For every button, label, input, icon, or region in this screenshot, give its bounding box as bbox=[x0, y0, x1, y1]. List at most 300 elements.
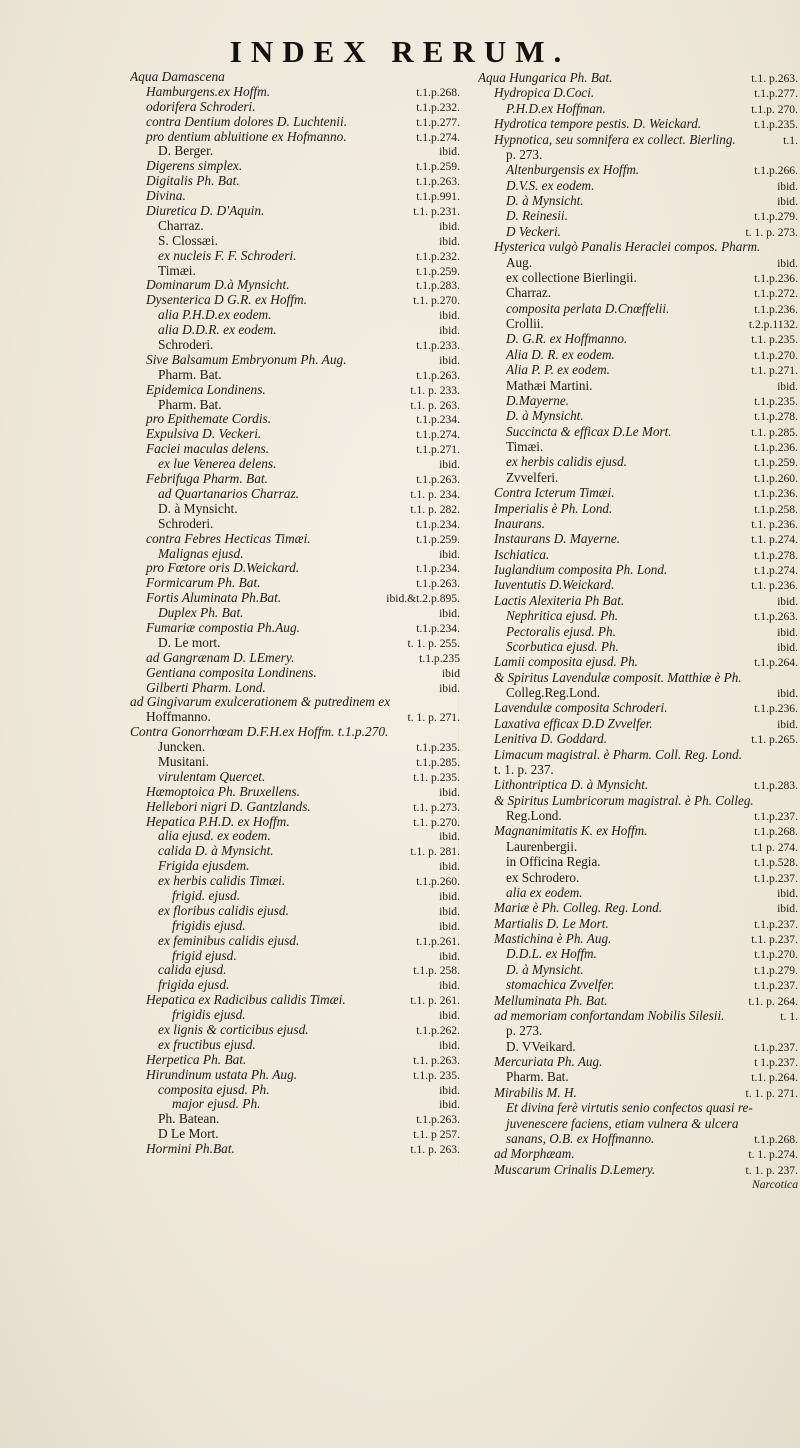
entry-term: & Spiritus Lumbricorum magistral. è Ph. Colleg. bbox=[494, 792, 754, 808]
index-entry bbox=[478, 70, 798, 85]
entry-term: Hirundinum ustata Ph. Aug. bbox=[146, 1067, 298, 1082]
entry-reference: ibid. bbox=[439, 607, 460, 621]
entry-reference: t. 1. p. 273. bbox=[745, 225, 798, 239]
entry-term: S. Clossæi. bbox=[158, 233, 218, 248]
index-entry bbox=[478, 823, 798, 838]
entry-term: Muscarum Crinalis D.Lemery. bbox=[494, 1161, 656, 1177]
entry-reference: t.1.p.236. bbox=[754, 487, 798, 501]
entry-term: Timæi. bbox=[506, 439, 544, 454]
entry-reference: t.1.p.263. bbox=[416, 1113, 460, 1127]
entry-term: calida D. à Mynsicht. bbox=[158, 844, 274, 859]
entry-reference: ibid. bbox=[439, 1038, 460, 1052]
index-entry bbox=[478, 1069, 798, 1084]
index-entry bbox=[130, 174, 460, 189]
entry-reference: t.1.p.236. bbox=[754, 441, 798, 454]
entry-term: composita ejusd. Ph. bbox=[158, 1082, 270, 1097]
index-entry bbox=[130, 963, 460, 978]
entry-term: frigid ejusd. bbox=[172, 948, 237, 963]
entry-term: Faciei maculas delens. bbox=[146, 442, 270, 457]
entry-term: ex lignis & corticibus ejusd. bbox=[158, 1023, 309, 1037]
entry-term: ex nucleis F. F. Schroderi. bbox=[158, 248, 297, 263]
index-entry bbox=[130, 993, 460, 1008]
index-entry bbox=[478, 670, 798, 685]
entry-term: contra Dentium dolores D. Luchtenii. bbox=[146, 114, 348, 129]
index-entry bbox=[478, 485, 798, 500]
index-entry bbox=[130, 651, 460, 666]
entry-term: Diuretica D. D'Aquin. bbox=[146, 204, 265, 219]
index-entry bbox=[478, 700, 798, 715]
index-entry bbox=[130, 100, 460, 115]
entry-term: Gentiana composita Londinens. bbox=[146, 665, 317, 680]
entry-term: Ph. Batean. bbox=[158, 1112, 220, 1127]
entry-reference: ibid.&t.2.p.895. bbox=[386, 592, 460, 606]
index-entry bbox=[130, 725, 460, 740]
page-title: INDEX RERUM. bbox=[229, 34, 571, 69]
index-entry bbox=[130, 1038, 460, 1053]
entry-term: Iuglandium composita Ph. Lond. bbox=[494, 562, 668, 577]
entry-reference: t.1.p.278. bbox=[754, 410, 798, 424]
index-entry bbox=[130, 978, 460, 993]
index-entry bbox=[130, 1008, 460, 1023]
entry-reference: ibid. bbox=[439, 309, 460, 323]
entry-term: alia D.D.R. ex eodem. bbox=[158, 323, 277, 338]
index-entry bbox=[478, 178, 798, 193]
index-entry bbox=[130, 934, 460, 949]
entry-reference: t.1. p.271. bbox=[751, 364, 798, 378]
entry-term: Hæmoptoica Ph. Bruxellens. bbox=[146, 784, 300, 799]
index-entry bbox=[478, 900, 798, 915]
entry-reference: t.1. p 257. bbox=[413, 1128, 460, 1142]
entry-reference: ibid. bbox=[439, 785, 460, 799]
index-entry bbox=[478, 362, 798, 377]
entry-reference: Narcotica bbox=[752, 1178, 798, 1191]
index-entry bbox=[130, 398, 460, 413]
entry-term: Expulsiva D. Veckeri. bbox=[146, 427, 262, 442]
entry-reference: ibid. bbox=[439, 860, 460, 874]
entry-reference: t.1.p.264. bbox=[754, 656, 798, 670]
entry-reference: t.1.p.261. bbox=[416, 934, 460, 948]
index-entry bbox=[130, 502, 460, 517]
entry-reference: t.1.p.279. bbox=[754, 210, 798, 224]
entry-term: Hysterica vulgò Panalis Heraclei compos. Pharm. bbox=[494, 239, 761, 255]
index-entry bbox=[478, 593, 798, 608]
entry-term: Charraz. bbox=[506, 285, 552, 301]
entry-term: Lactis Alexiteria Ph Bat. bbox=[494, 592, 625, 608]
entry-term: D.D.L. ex Hoffm. bbox=[506, 946, 597, 962]
entry-term: Nephritica ejusd. Ph. bbox=[506, 608, 619, 624]
entry-term: D.V.S. ex eodem. bbox=[506, 177, 595, 193]
index-entry bbox=[478, 470, 798, 485]
entry-reference: ibid. bbox=[439, 949, 460, 963]
entry-reference: t.1. p.236. bbox=[751, 517, 798, 531]
index-entry bbox=[130, 576, 460, 591]
entry-reference: t.1.p.266. bbox=[754, 164, 798, 178]
entry-reference: ibid. bbox=[439, 145, 460, 159]
index-entry bbox=[130, 249, 460, 264]
index-entry bbox=[130, 1127, 460, 1142]
index-entry bbox=[130, 159, 460, 174]
entry-reference: t.1. p.235. bbox=[751, 333, 798, 347]
index-entry bbox=[478, 132, 798, 147]
index-entry bbox=[130, 889, 460, 904]
entry-reference: t.1. p.236. bbox=[751, 579, 798, 593]
index-entry bbox=[478, 316, 798, 331]
entry-term: Zvvelferi. bbox=[506, 469, 559, 485]
entry-term: D. à Mynsicht. bbox=[158, 501, 238, 516]
index-entry bbox=[130, 740, 460, 755]
index-entry bbox=[130, 338, 460, 353]
entry-reference: t.1.p.234. bbox=[416, 413, 460, 427]
index-entry bbox=[130, 472, 460, 487]
entry-reference: t. 1. bbox=[780, 1009, 798, 1023]
entry-reference: ibid. bbox=[439, 547, 460, 561]
entry-term: Febrifuga Pharm. Bat. bbox=[146, 472, 268, 487]
index-entry bbox=[478, 408, 798, 423]
entry-term: odorifera Schroderi. bbox=[146, 99, 256, 114]
entry-reference: t.1.p.271. bbox=[416, 443, 460, 457]
entry-reference: t.1.p.274. bbox=[416, 428, 460, 442]
index-entry bbox=[478, 85, 798, 100]
entry-term: Inaurans. bbox=[494, 515, 545, 531]
entry-reference: t.1.p.236. bbox=[754, 271, 798, 285]
entry-term: Hepatica ex Radicibus calidis Timæi. bbox=[146, 993, 346, 1008]
entry-reference: t.1.p.272. bbox=[754, 287, 798, 301]
entry-reference: t.1.p.991. bbox=[416, 190, 460, 204]
entry-reference: t.1.p. 235. bbox=[413, 1068, 460, 1082]
entry-term: ad Gingivarum exulcerationem & putredinem ex bbox=[130, 695, 391, 710]
index-entry bbox=[130, 234, 460, 249]
entry-term: major ejusd. Ph. bbox=[172, 1097, 261, 1112]
entry-reference: t.1. p.285. bbox=[751, 425, 798, 439]
entry-reference: t.1.p.270. bbox=[754, 948, 798, 962]
entry-term: contra Febres Hecticas Timæi. bbox=[146, 531, 311, 546]
entry-term: D. Berger. bbox=[158, 144, 214, 159]
entry-reference: ibid. bbox=[777, 687, 798, 700]
entry-reference: t.1.p.234. bbox=[416, 562, 460, 576]
entry-term: Sive Balsamum Embryonum Ph. Aug. bbox=[146, 352, 347, 367]
index-entry bbox=[130, 785, 460, 800]
entry-term: D. à Mynsicht. bbox=[506, 408, 584, 424]
entry-reference: ibid bbox=[441, 666, 460, 680]
entry-term: Colleg.Reg.Lond. bbox=[506, 685, 601, 700]
entry-reference: t.1. p.235. bbox=[413, 770, 460, 784]
entry-term: p. 273. bbox=[506, 1023, 543, 1039]
entry-term: Alia D. R. ex eodem. bbox=[506, 346, 615, 362]
index-entry bbox=[478, 439, 798, 454]
entry-term: ad memoriam confortandam Nobilis Silesii. bbox=[494, 1007, 725, 1023]
index-entry bbox=[130, 130, 460, 145]
entry-reference: t.1.p.268. bbox=[754, 1132, 798, 1146]
entry-reference: t.1.p.260. bbox=[416, 875, 460, 889]
index-entry bbox=[478, 1085, 798, 1100]
entry-term: pro Epithemate Cordis. bbox=[146, 412, 272, 427]
entry-term: Pharm. Bat. bbox=[506, 1069, 569, 1085]
entry-term: Pectoralis ejusd. Ph. bbox=[506, 623, 616, 639]
index-entry bbox=[130, 606, 460, 621]
entry-term: Altenburgensis ex Hoffm. bbox=[506, 162, 640, 178]
entry-reference: t.1.p.232. bbox=[416, 249, 460, 263]
index-entry bbox=[478, 562, 798, 577]
index-entry bbox=[130, 829, 460, 844]
index-entry bbox=[478, 962, 798, 977]
entry-term: Frigida ejusdem. bbox=[158, 859, 250, 874]
entry-reference: t.1.p.235. bbox=[754, 118, 798, 132]
entry-term: Lavendulæ composita Schroderi. bbox=[494, 700, 668, 716]
entry-term: Epidemica Londinens. bbox=[146, 382, 266, 397]
entry-reference: t.1.p.259. bbox=[416, 264, 460, 278]
entry-reference: t.1.p.259. bbox=[416, 532, 460, 546]
entry-reference: t.1.p.263. bbox=[416, 175, 460, 189]
entry-term: D. Reinesii. bbox=[506, 208, 568, 224]
entry-term: Melluminata Ph. Bat. bbox=[494, 992, 608, 1008]
entry-term: ex fructibus ejusd. bbox=[158, 1037, 256, 1052]
entry-reference: t.1.p.237. bbox=[754, 810, 798, 823]
entry-reference: t.1.p.262. bbox=[416, 1024, 460, 1037]
index-entry bbox=[478, 1131, 798, 1146]
entry-reference: t.1.p.274. bbox=[416, 130, 460, 144]
entry-reference: t.1. p. 233. bbox=[410, 383, 460, 397]
index-entry bbox=[478, 162, 798, 177]
entry-reference: ibid. bbox=[439, 219, 460, 233]
entry-term: virulentam Quercet. bbox=[158, 769, 266, 784]
index-entry bbox=[478, 208, 798, 223]
entry-term: Gilberti Pharm. Lond. bbox=[146, 680, 266, 695]
entry-reference: t.1.p.283. bbox=[416, 279, 460, 293]
index-entry bbox=[130, 755, 460, 770]
index-entry bbox=[478, 1023, 798, 1038]
entry-term: p. 273. bbox=[506, 146, 543, 162]
entry-reference: ibid. bbox=[777, 902, 798, 916]
entry-term: frigidis ejusd. bbox=[172, 918, 246, 933]
entry-reference: t.1.p.279. bbox=[754, 963, 798, 977]
index-entry bbox=[478, 239, 798, 254]
index-entry bbox=[478, 854, 798, 869]
entry-term: ex collectione Bierlingii. bbox=[506, 269, 637, 285]
entry-reference: ibid. bbox=[439, 234, 460, 248]
entry-term: Digerens simplex. bbox=[146, 159, 243, 174]
entry-term: Et divina ferè virtutis senio confectos quasi re- bbox=[506, 1100, 753, 1116]
entry-term: Formicarum Ph. Bat. bbox=[146, 576, 261, 591]
entry-reference: ibid. bbox=[777, 594, 798, 608]
entry-term: P.H.D.ex Hoffman. bbox=[506, 100, 606, 116]
index-entry bbox=[130, 874, 460, 889]
entry-reference: ibid. bbox=[439, 1098, 460, 1112]
index-entry bbox=[478, 685, 798, 700]
index-entry bbox=[478, 808, 798, 823]
index-entry bbox=[130, 695, 460, 710]
index-entry bbox=[130, 547, 460, 562]
index-entry bbox=[130, 532, 460, 547]
index-entry bbox=[130, 561, 460, 576]
entry-term: Lamii composita ejusd. Ph. bbox=[494, 654, 638, 670]
entry-term: Mariæ è Ph. Colleg. Reg. Lond. bbox=[494, 900, 663, 916]
index-entry bbox=[130, 800, 460, 815]
entry-term: sanans, O.B. ex Hoffmanno. bbox=[506, 1130, 655, 1146]
index-entry bbox=[478, 531, 798, 546]
index-entry bbox=[478, 454, 798, 469]
entry-term: calida ejusd. bbox=[158, 963, 227, 978]
index-entry bbox=[478, 224, 798, 239]
index-entry bbox=[478, 731, 798, 746]
entry-term: D. à Mynsicht. bbox=[506, 961, 584, 977]
index-entry bbox=[130, 70, 460, 85]
entry-term: Pharm. Bat. bbox=[158, 397, 222, 412]
index-entry bbox=[478, 916, 798, 931]
entry-term: Magnanimitatis K. ex Hoffm. bbox=[494, 823, 648, 839]
entry-term: Aqua Damascena bbox=[130, 70, 225, 84]
entry-reference: t.1.p. 270. bbox=[751, 102, 798, 116]
index-entry bbox=[478, 793, 798, 808]
entry-reference: t.1.p.263. bbox=[416, 577, 460, 591]
index-entry bbox=[130, 487, 460, 502]
entry-term: D Veckeri. bbox=[506, 223, 561, 239]
entry-term: Hellebori nigri D. Gantzlands. bbox=[146, 799, 311, 814]
entry-reference: ibid. bbox=[439, 889, 460, 903]
entry-reference: ibid. bbox=[439, 979, 460, 993]
entry-reference: t.1.p.285. bbox=[416, 755, 460, 769]
index-entry bbox=[478, 1008, 798, 1023]
entry-reference: t 1.p.237. bbox=[754, 1056, 798, 1069]
entry-reference: t.1.p.283. bbox=[754, 779, 798, 793]
entry-reference: t.1. p.273. bbox=[413, 800, 460, 814]
entry-term: Fumariæ compostia Ph.Aug. bbox=[146, 620, 300, 635]
entry-reference: t. 1. p. 237. bbox=[745, 1163, 798, 1177]
index-entry bbox=[478, 762, 798, 777]
entry-term: Hydropica D.Coci. bbox=[494, 85, 595, 101]
index-entry bbox=[130, 1142, 460, 1157]
index-entry bbox=[478, 347, 798, 362]
index-entry bbox=[130, 412, 460, 427]
index-entry bbox=[130, 919, 460, 934]
entry-term: Digitalis Ph. Bat. bbox=[146, 174, 240, 189]
entry-reference: t.1. p. 282. bbox=[410, 502, 460, 516]
entry-term: Laurenbergii. bbox=[506, 838, 578, 854]
index-entry bbox=[478, 1054, 798, 1069]
entry-term: Timæi. bbox=[158, 263, 196, 278]
index-entry bbox=[478, 885, 798, 900]
entry-reference: ibid. bbox=[439, 324, 460, 338]
index-entry bbox=[130, 323, 460, 338]
entry-reference: t.1. p.274. bbox=[751, 533, 798, 547]
index-entry bbox=[130, 710, 460, 725]
right-index-column bbox=[478, 70, 798, 1192]
index-entry bbox=[478, 147, 798, 162]
index-entry bbox=[478, 624, 798, 639]
entry-reference: t.1.p.528. bbox=[754, 856, 798, 870]
entry-reference: t.1.p.259. bbox=[416, 160, 460, 174]
entry-reference: t.1.p.263. bbox=[416, 368, 460, 382]
index-entry bbox=[478, 1039, 798, 1054]
entry-reference: t.1.p.237. bbox=[754, 979, 798, 993]
entry-reference: t.1.p.233. bbox=[416, 339, 460, 353]
entry-reference: t.1 p. 274. bbox=[751, 840, 798, 854]
index-entry bbox=[478, 424, 798, 439]
entry-reference: ibid. bbox=[777, 256, 798, 270]
entry-reference: t.1. p.263. bbox=[751, 72, 798, 85]
index-entry bbox=[478, 1146, 798, 1161]
entry-reference: t.1.p.259. bbox=[754, 456, 798, 470]
entry-term: alia ex eodem. bbox=[506, 884, 583, 900]
entry-term: Succincta & efficax D.Le Mort. bbox=[506, 423, 672, 439]
index-entry bbox=[130, 949, 460, 964]
entry-reference: t.1. p. 281. bbox=[410, 845, 460, 859]
index-entry bbox=[478, 393, 798, 408]
entry-reference: ibid. bbox=[439, 458, 460, 472]
entry-term: Laxativa efficax D.D Zvvelfer. bbox=[494, 715, 653, 731]
entry-reference: ibid. bbox=[439, 904, 460, 918]
index-entry bbox=[130, 204, 460, 219]
entry-reference: ibid. bbox=[777, 195, 798, 208]
entry-term: frigidis ejusd. bbox=[172, 1008, 246, 1023]
entry-reference: t.1. p.265. bbox=[751, 733, 798, 747]
entry-reference: t.1.p.258. bbox=[754, 502, 798, 516]
entry-reference: t. 1. p.274. bbox=[748, 1148, 798, 1162]
entry-reference: t.1.p.235. bbox=[754, 394, 798, 408]
entry-reference: t.1. p.263. bbox=[413, 1053, 460, 1067]
entry-reference: ibid. bbox=[777, 717, 798, 731]
left-index-column bbox=[130, 70, 460, 1157]
entry-term: Ischiatica. bbox=[494, 546, 550, 562]
entry-reference: ibid. bbox=[777, 625, 798, 639]
entry-term: Hypnotica, seu somnifera ex collect. Bierling. bbox=[494, 131, 736, 147]
entry-reference: t.1. p.231. bbox=[413, 205, 460, 219]
entry-reference: t.1.p.236. bbox=[754, 702, 798, 716]
entry-term: ex herbis calidis Timæi. bbox=[158, 874, 286, 889]
entry-term: ad Gangrænam D. LEmery. bbox=[146, 650, 295, 665]
entry-term: Dysenterica D G.R. ex Hoffm. bbox=[146, 293, 308, 308]
entry-reference: t. 1. p. 271. bbox=[745, 1086, 798, 1100]
entry-reference: t.1.p.236. bbox=[754, 302, 798, 316]
index-entry bbox=[130, 1023, 460, 1038]
entry-term: juvenescere faciens, etiam vulnera & ulcera bbox=[506, 1115, 739, 1131]
index-entry bbox=[478, 331, 798, 346]
entry-reference: t.1.p. 258. bbox=[413, 964, 460, 978]
index-entry bbox=[130, 353, 460, 368]
entry-term: Malignas ejusd. bbox=[158, 546, 244, 561]
entry-term: Musitani. bbox=[158, 754, 209, 769]
entry-term: Aug. bbox=[506, 254, 533, 270]
entry-reference: t.1.p.278. bbox=[754, 548, 798, 562]
entry-term: pro Fœtore oris D.Weickard. bbox=[146, 561, 300, 576]
entry-reference: t.1.p.237. bbox=[754, 1040, 798, 1054]
index-entry bbox=[478, 639, 798, 654]
entry-term: Instaurans D. Mayerne. bbox=[494, 531, 620, 547]
index-entry bbox=[478, 777, 798, 792]
index-entry bbox=[478, 870, 798, 885]
entry-term: Hormini Ph.Bat. bbox=[146, 1142, 235, 1157]
entry-reference: t.1. p.270. bbox=[413, 294, 460, 308]
entry-term: Reg.Lond. bbox=[506, 808, 562, 823]
index-entry bbox=[130, 1068, 460, 1083]
entry-term: Hamburgens.ex Hoffm. bbox=[146, 84, 271, 99]
entry-term: ex herbis calidis ejusd. bbox=[506, 454, 627, 470]
index-entry bbox=[130, 368, 460, 383]
entry-term: Duplex Ph. Bat. bbox=[158, 606, 244, 621]
entry-term: frigida ejusd. bbox=[158, 978, 230, 993]
index-entry bbox=[478, 993, 798, 1008]
entry-reference: t.1. p. 264. bbox=[748, 994, 798, 1008]
entry-reference: t.1.p.237. bbox=[754, 917, 798, 931]
entry-term: D. VVeikard. bbox=[506, 1038, 576, 1054]
entry-reference: t.1.p.263. bbox=[416, 473, 460, 487]
entry-reference: ibid. bbox=[777, 886, 798, 900]
entry-term: ad Morphæam. bbox=[494, 1146, 575, 1162]
entry-term: alia ejusd. ex eodem. bbox=[158, 829, 271, 844]
index-entry bbox=[478, 255, 798, 270]
entry-reference: t.1.p.260. bbox=[754, 471, 798, 485]
index-entry bbox=[478, 285, 798, 300]
index-entry bbox=[130, 666, 460, 681]
